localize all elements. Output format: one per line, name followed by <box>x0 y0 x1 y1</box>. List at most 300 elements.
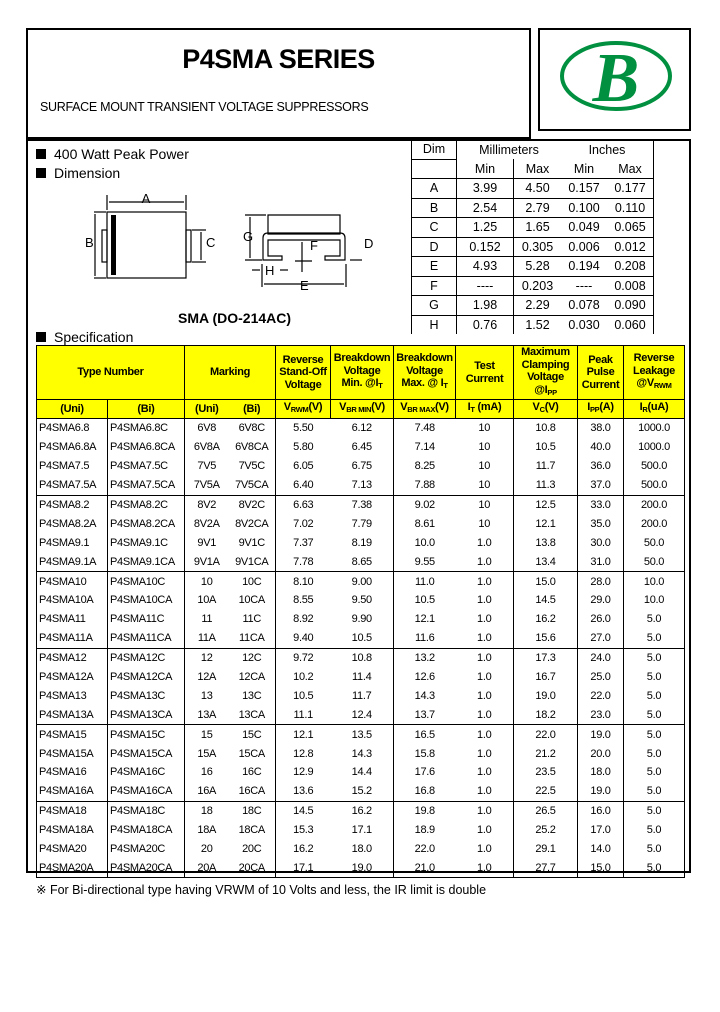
table-cell: 6.75 <box>331 457 394 476</box>
table-cell: 8V2CA <box>229 514 276 533</box>
dim-cell: 4.50 <box>514 179 562 199</box>
table-cell: 6.40 <box>276 476 331 495</box>
table-cell: 10.5 <box>331 629 394 648</box>
table-cell: 12.9 <box>293 766 314 779</box>
table-cell: 11.7 <box>331 686 394 705</box>
table-cell: 19.0 <box>514 686 578 705</box>
table-cell: 16 <box>200 766 213 779</box>
dim-cell: 0.152 <box>457 237 514 257</box>
table-cell: 10.0 <box>414 536 435 549</box>
table-cell: 1.0 <box>456 552 514 571</box>
table-cell: P4SMA11C <box>108 610 185 629</box>
table-cell: 500.0 <box>624 457 685 476</box>
table-row <box>37 840 685 859</box>
table-cell: P4SMA12CA <box>108 668 185 687</box>
table-cell: 21.0 <box>394 858 456 877</box>
table-cell: 13.6 <box>276 782 331 801</box>
table-cell: 14.3 <box>331 744 394 763</box>
subheader-in-max: Max <box>607 159 654 179</box>
table-cell: 13.4 <box>514 552 578 571</box>
dim-cell: 5.28 <box>514 257 562 277</box>
table-cell: 9.72 <box>293 652 314 665</box>
table-cell: P4SMA16C <box>108 763 185 782</box>
table-cell: 200.0 <box>624 514 685 533</box>
table-cell: 10 <box>456 476 514 495</box>
table-cell: P4SMA12 <box>37 648 108 667</box>
page-title: P4SMA SERIES <box>182 44 375 74</box>
table-cell: 11.4 <box>331 668 394 687</box>
table-cell: P4SMA10A <box>37 591 108 610</box>
table-cell: 6V8A <box>193 441 220 454</box>
table-cell: 9.55 <box>394 552 456 571</box>
dim-row <box>412 257 654 277</box>
table-cell: 12 <box>200 652 213 665</box>
table-cell: 12.1 <box>414 613 435 626</box>
dim-cell: 2.79 <box>514 198 562 218</box>
table-row <box>37 419 685 438</box>
table-cell: 25.0 <box>578 668 624 687</box>
table-cell: 6V8CA <box>229 438 276 457</box>
dim-row <box>412 237 654 257</box>
table-cell: 22.0 <box>514 725 578 744</box>
table-cell: 12.4 <box>331 705 394 724</box>
table-cell: 26.5 <box>514 801 578 820</box>
table-cell: 16.0 <box>578 801 624 820</box>
table-cell: 31.0 <box>578 552 624 571</box>
table-cell: 1000.0 <box>624 419 685 438</box>
table-cell: 1.0 <box>456 686 514 705</box>
dim-cell: 1.25 <box>457 218 514 238</box>
table-cell: 13.5 <box>331 725 394 744</box>
table-cell: P4SMA9.1A <box>37 552 108 571</box>
table-cell: P4SMA8.2CA <box>108 514 185 533</box>
table-cell: 11.6 <box>394 629 456 648</box>
table-cell: 15CA <box>229 744 276 763</box>
table-row <box>37 457 685 476</box>
dim-label-f: F <box>310 238 318 253</box>
table-cell: 22.0 <box>414 843 435 856</box>
table-cell: 8V2C <box>229 495 276 514</box>
company-logo <box>540 30 689 129</box>
table-cell: P4SMA12A <box>37 668 108 687</box>
table-cell: 16CA <box>229 782 276 801</box>
table-row <box>37 686 685 705</box>
table-row <box>37 591 685 610</box>
table-cell: 1.0 <box>456 801 514 820</box>
table-cell: 6.63 <box>293 499 314 511</box>
table-cell: 9V1CA <box>229 552 276 571</box>
table-cell: 19.0 <box>331 858 394 877</box>
table-cell: 11 <box>201 613 213 626</box>
table-cell: 37.0 <box>578 476 624 495</box>
table-cell: 16.2 <box>331 801 394 820</box>
table-cell: 8.61 <box>414 517 435 530</box>
table-cell: P4SMA7.5C <box>108 457 185 476</box>
table-cell: 11.0 <box>415 575 435 588</box>
table-cell: 1.0 <box>456 858 514 877</box>
bullet-icon <box>36 149 46 159</box>
table-cell: 29.1 <box>514 840 578 859</box>
table-cell: 18.0 <box>578 763 624 782</box>
header-clamping-voltage: Maximum Clamping Voltage $@I_{PP}$ <box>514 346 578 400</box>
dim-cell: 3.99 <box>457 179 514 199</box>
table-cell: P4SMA8.2C <box>108 495 185 514</box>
table-cell: 12C <box>229 648 276 667</box>
table-cell: 22.5 <box>514 782 578 801</box>
table-cell: 29.0 <box>578 591 624 610</box>
table-cell: 50.0 <box>624 533 685 552</box>
table-cell: 8.65 <box>331 552 394 571</box>
table-cell: 18.9 <box>414 824 435 837</box>
dim-row <box>412 198 654 218</box>
table-cell: 18A <box>197 824 217 837</box>
table-cell: 15.8 <box>414 747 435 760</box>
table-cell: 7V5A <box>185 476 229 495</box>
dim-row <box>412 179 654 199</box>
table-cell: 5.50 <box>293 422 314 435</box>
table-cell: 5.0 <box>624 744 685 763</box>
dim-cell: 0.078 <box>561 296 607 316</box>
table-cell: 1.0 <box>456 821 514 840</box>
table-cell: 17.6 <box>414 766 435 779</box>
table-cell: P4SMA11A <box>37 629 108 648</box>
dim-cell: 1.98 <box>457 296 514 316</box>
dim-label-a: A <box>141 191 151 206</box>
dim-cell: F <box>412 276 457 296</box>
dim-cell: 0.208 <box>607 257 654 277</box>
table-cell: 13CA <box>229 705 276 724</box>
table-cell: 1.0 <box>456 610 514 629</box>
subheader-in-min: Min <box>561 159 607 179</box>
logo-box <box>538 28 691 131</box>
table-cell: 8V2A <box>193 517 220 530</box>
table-row <box>37 763 685 782</box>
table-cell: 11.7 <box>514 457 578 476</box>
table-cell: 9.50 <box>331 591 394 610</box>
table-cell: 12.5 <box>514 495 578 514</box>
table-cell: P4SMA18 <box>37 801 108 820</box>
table-cell: 10.0 <box>624 591 685 610</box>
table-cell: 13.2 <box>414 652 435 665</box>
dim-subheader-row <box>412 159 654 179</box>
header-vbrmin: Breakdown Voltage Min. $@I_T$ <box>331 346 394 400</box>
dim-row <box>412 315 654 334</box>
table-cell: P4SMA16 <box>37 763 108 782</box>
table-cell: 15.3 <box>293 824 314 837</box>
table-cell: 19.8 <box>414 805 435 818</box>
table-cell: 5.0 <box>624 763 685 782</box>
table-cell: 30.0 <box>578 533 624 552</box>
table-cell: 17.1 <box>331 821 394 840</box>
bullet-icon <box>36 332 46 342</box>
section-specification <box>36 329 133 345</box>
table-cell: 13 <box>200 689 213 702</box>
table-cell: P4SMA18CA <box>108 821 185 840</box>
table-cell: 1.0 <box>456 533 514 552</box>
header-inches: Inches <box>561 140 654 159</box>
blank-cell <box>412 159 457 179</box>
table-cell: 12CA <box>229 668 276 687</box>
table-cell: P4SMA16A <box>37 782 108 801</box>
table-cell: 10 <box>456 457 514 476</box>
subtitle: SURFACE MOUNT TRANSIENT VOLTAGE SUPPRESSORS <box>40 100 369 114</box>
subheader-cell: $I_T$ (mA) <box>456 400 514 419</box>
header-marking: Marking <box>185 346 276 400</box>
package-label: SMA (DO-214AC) <box>178 310 292 326</box>
package-diagram <box>80 190 380 300</box>
table-cell: 5.0 <box>624 801 685 820</box>
table-cell: 5.0 <box>624 668 685 687</box>
table-cell: P4SMA13A <box>37 705 108 724</box>
table-cell: 12A <box>197 671 217 684</box>
table-cell: 17.0 <box>578 821 624 840</box>
header-reverse-leakage: Reverse Leakage $@V_{RWM}$ <box>624 346 685 400</box>
table-cell: P4SMA13CA <box>108 705 185 724</box>
table-cell: 12.1 <box>514 514 578 533</box>
table-cell: 7.14 <box>414 441 435 454</box>
table-cell: P4SMA6.8 <box>37 419 108 438</box>
table-cell: 1.0 <box>456 725 514 744</box>
table-cell: 18CA <box>229 821 276 840</box>
table-row <box>37 648 685 667</box>
table-row <box>37 572 685 591</box>
table-cell: 1.0 <box>456 648 514 667</box>
table-cell: P4SMA9.1 <box>37 533 108 552</box>
table-cell: 10.8 <box>331 648 394 667</box>
table-cell: 5.0 <box>624 858 685 877</box>
table-cell: 8.10 <box>293 575 314 588</box>
table-cell: 7.79 <box>331 514 394 533</box>
feature-text: Dimension <box>54 165 121 181</box>
dim-cell: ---- <box>457 276 514 296</box>
table-cell: 12.6 <box>414 671 435 684</box>
table-cell: 18C <box>229 801 276 820</box>
table-cell: P4SMA20C <box>108 840 185 859</box>
table-row <box>37 514 685 533</box>
table-cell: 14.3 <box>414 689 435 702</box>
table-cell: 28.0 <box>578 572 624 591</box>
dim-cell: E <box>412 257 457 277</box>
dim-cell: D <box>412 237 457 257</box>
dim-cell: ---- <box>561 276 607 296</box>
dim-cell: 0.157 <box>561 179 607 199</box>
table-cell: P4SMA20A <box>37 858 108 877</box>
table-cell: 13A <box>185 705 229 724</box>
table-cell: 9V1C <box>229 533 276 552</box>
dim-row <box>412 276 654 296</box>
table-cell: P4SMA7.5 <box>37 457 108 476</box>
table-cell: 15C <box>229 725 276 744</box>
table-row <box>37 744 685 763</box>
subheader-mm-max: Max <box>514 159 562 179</box>
table-cell: 500.0 <box>624 476 685 495</box>
table-cell: 14.5 <box>293 805 314 818</box>
table-cell: 19.0 <box>578 725 624 744</box>
table-cell: 14.4 <box>331 763 394 782</box>
table-cell: P4SMA18C <box>108 801 185 820</box>
table-cell: 15 <box>200 728 213 741</box>
table-cell: 18 <box>200 805 213 818</box>
table-cell: 10C <box>229 572 276 591</box>
table-cell: 11A <box>185 629 229 648</box>
table-cell: P4SMA20CA <box>108 858 185 877</box>
table-cell: 12.1 <box>293 728 314 741</box>
dim-cell: 1.65 <box>514 218 562 238</box>
feature-dimension <box>36 165 120 181</box>
table-cell: 10 <box>200 575 213 588</box>
table-cell: 23.0 <box>578 705 624 724</box>
header-type-number: Type Number <box>37 346 185 400</box>
footnote: ※ For Bi-directional type having VRWM of 10 Volts and less, the IR limit is double <box>36 883 487 897</box>
table-row <box>37 725 685 744</box>
table-cell: 1000.0 <box>624 438 685 457</box>
table-cell: 6.45 <box>331 438 394 457</box>
section-label: Specification <box>54 329 134 345</box>
table-row <box>37 476 685 495</box>
table-cell: 10.5 <box>293 689 314 702</box>
table-cell: 5.0 <box>624 610 685 629</box>
table-cell: 11CA <box>229 629 276 648</box>
table-row <box>37 495 685 514</box>
table-cell: 15.0 <box>578 858 624 877</box>
table-row <box>37 821 685 840</box>
subheader-cell: (Uni) <box>185 400 229 419</box>
dim-cell: 4.93 <box>457 257 514 277</box>
spec-header-row <box>37 346 685 400</box>
table-cell: 11.1 <box>276 705 331 724</box>
table-cell: 9.90 <box>331 610 394 629</box>
subheader-cell: $V_{BR MAX}(V)$ <box>394 400 456 419</box>
table-cell: 22.0 <box>578 686 624 705</box>
table-cell: 15.6 <box>514 629 578 648</box>
table-cell: P4SMA6.8CA <box>108 438 185 457</box>
dim-cell: 0.090 <box>607 296 654 316</box>
feature-text: 400 Watt Peak Power <box>54 146 189 162</box>
dim-cell: 0.203 <box>514 276 562 296</box>
dim-label-c: C <box>206 235 216 250</box>
subheader-cell: (Bi) <box>108 400 185 419</box>
table-cell: P4SMA10CA <box>108 591 185 610</box>
dim-cell: 0.76 <box>472 317 498 332</box>
table-cell: 10.8 <box>514 419 578 438</box>
table-cell: P4SMA20 <box>37 840 108 859</box>
dim-cell: 0.177 <box>607 179 654 199</box>
table-cell: 8.19 <box>331 533 394 552</box>
table-cell: 15.2 <box>331 782 394 801</box>
table-cell: 20CA <box>229 858 276 877</box>
table-row <box>37 533 685 552</box>
table-cell: 7.13 <box>331 476 394 495</box>
table-row <box>37 629 685 648</box>
table-cell: 15A <box>197 747 217 760</box>
table-cell: P4SMA9.1C <box>108 533 185 552</box>
dim-cell: 0.008 <box>607 276 654 296</box>
table-cell: 10CA <box>229 591 276 610</box>
table-cell: 40.0 <box>578 438 624 457</box>
table-cell: P4SMA6.8A <box>37 438 108 457</box>
table-row <box>37 438 685 457</box>
table-row <box>37 858 685 877</box>
table-cell: 9V1 <box>197 536 217 549</box>
table-cell: P4SMA8.2A <box>37 514 108 533</box>
dim-cell: 0.305 <box>514 237 562 257</box>
table-cell: 7V5C <box>229 457 276 476</box>
dim-cell: 0.194 <box>561 257 607 277</box>
table-cell: 38.0 <box>578 419 624 438</box>
table-cell: P4SMA15A <box>37 744 108 763</box>
table-cell: 33.0 <box>578 495 624 514</box>
table-row <box>37 782 685 801</box>
table-cell: 8.55 <box>293 594 314 607</box>
table-cell: 11C <box>229 610 276 629</box>
table-cell: 5.0 <box>624 840 685 859</box>
table-cell: 7V5CA <box>229 476 276 495</box>
dimension-table <box>411 140 654 334</box>
table-cell: 1.0 <box>456 668 514 687</box>
table-cell: 9V1A <box>185 552 229 571</box>
table-cell: P4SMA15 <box>37 725 108 744</box>
table-cell: 16.2 <box>293 843 314 856</box>
table-cell: 1.0 <box>456 840 514 859</box>
subheader-cell: $I_R(uA)$ <box>624 400 685 419</box>
table-cell: 7.48 <box>414 422 435 435</box>
dim-cell: 0.100 <box>561 198 607 218</box>
subheader-cell: (Bi) <box>229 400 276 419</box>
table-cell: 18.0 <box>331 840 394 859</box>
dim-cell: G <box>412 296 457 316</box>
table-cell: P4SMA9.1CA <box>108 552 185 571</box>
subheader-cell: $V_C(V)$ <box>514 400 578 419</box>
cathode-band <box>111 215 116 275</box>
table-cell: 9.02 <box>414 499 435 511</box>
table-cell: P4SMA7.5A <box>37 476 108 495</box>
table-cell: 7V5 <box>197 460 217 473</box>
table-cell: 12.8 <box>293 747 314 760</box>
dim-row <box>412 218 654 238</box>
table-cell: 26.0 <box>578 610 624 629</box>
table-cell: 1.0 <box>456 705 514 724</box>
dim-cell: 1.52 <box>514 315 562 334</box>
table-cell: 17.1 <box>276 858 331 877</box>
dim-cell: 0.060 <box>607 315 654 334</box>
subheader-cell: $V_{BR MIN}(V)$ <box>331 400 394 419</box>
dim-cell: A <box>412 179 457 199</box>
header-vrwm: Reverse Stand-Off Voltage <box>276 346 331 400</box>
table-cell: 8V2 <box>197 499 217 511</box>
dim-cell: 2.29 <box>514 296 562 316</box>
dim-cell: 0.012 <box>607 237 654 257</box>
table-cell: 16.2 <box>514 610 578 629</box>
table-cell: 20 <box>200 843 213 856</box>
table-cell: P4SMA8.2 <box>37 495 108 514</box>
dim-label-g: G <box>243 229 254 244</box>
table-cell: 16.7 <box>514 668 578 687</box>
dim-cell: 0.065 <box>607 218 654 238</box>
table-cell: P4SMA15C <box>108 725 185 744</box>
table-cell: 10 <box>456 514 514 533</box>
table-cell: 6V8 <box>197 422 217 435</box>
table-row <box>37 552 685 571</box>
table-cell: 10 <box>456 438 514 457</box>
dim-cell: 2.54 <box>457 198 514 218</box>
table-cell: 19.0 <box>578 782 624 801</box>
subheader-cell: (Uni) <box>37 400 108 419</box>
table-cell: 24.0 <box>578 648 624 667</box>
table-cell: 10 <box>456 419 514 438</box>
header-vbrmax: Breakdown Voltage Max. @ $I_T$ <box>394 346 456 400</box>
dim-cell: 0.110 <box>607 198 654 218</box>
table-cell: 14.5 <box>514 591 578 610</box>
